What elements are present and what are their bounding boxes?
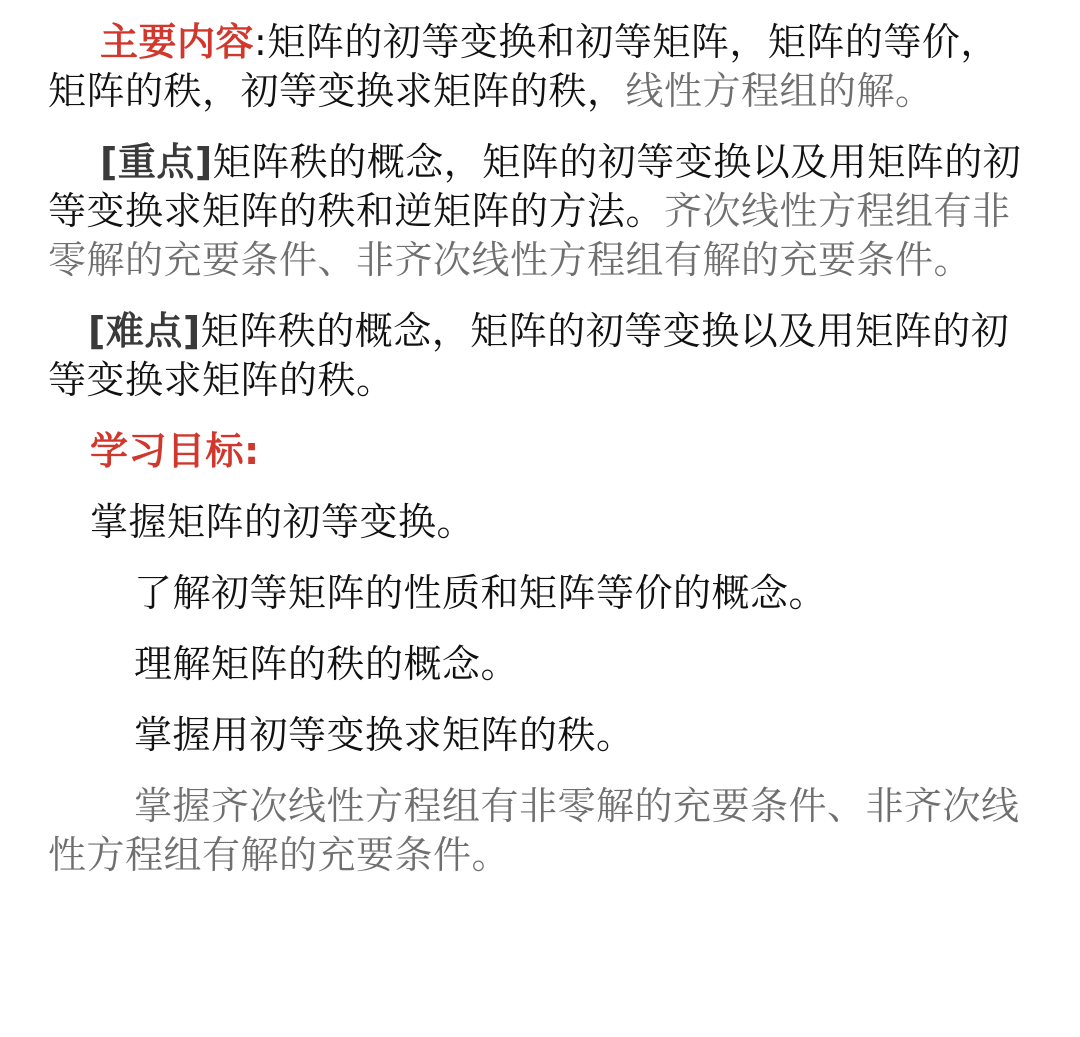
main-content-paragraph	[48, 18, 1028, 116]
learning-goal-item: 了解初等矩阵的性质和矩阵等价的概念。	[134, 571, 828, 615]
learning-goal-item: 掌握矩阵的初等变换。	[90, 500, 476, 544]
learning-goal-item: 理解矩阵的秩的概念。	[134, 642, 520, 686]
learning-goal-item: 掌握齐次线性方程组有非零解的充要条件、非齐次线性方程组有解的充要条件。	[48, 784, 1020, 877]
difficult-points-paragraph	[48, 307, 1028, 405]
key-points-text-gray: 齐次线性方程组有非零解的充要条件、非齐次线性方程组有解的充要条件。	[48, 189, 1011, 282]
key-points-paragraph	[48, 138, 1028, 285]
main-content-text: 矩阵的初等变换和初等矩阵，矩阵的等价，矩阵的秩，初等变换求矩阵的秩，	[48, 20, 999, 113]
key-points-label: [重点]	[100, 140, 213, 184]
main-content-text-gray: 线性方程组的解。	[625, 69, 934, 113]
difficult-points-label: [难点]	[88, 309, 201, 353]
learning-goal-item: 掌握用初等变换求矩阵的秩。	[134, 713, 635, 757]
difficult-points-text: 矩阵秩的概念，矩阵的初等变换以及用矩阵的初等变换求矩阵的秩。	[48, 309, 1010, 402]
learning-goals-heading: 学习目标:	[90, 429, 260, 473]
key-points-text: 矩阵秩的概念，矩阵的初等变换以及用矩阵的初等变换求矩阵的秩和逆矩阵的方法。	[48, 140, 1022, 233]
document-body	[48, 18, 1028, 880]
main-content-label: 主要内容	[100, 20, 255, 64]
main-content-separator: :	[254, 20, 268, 64]
